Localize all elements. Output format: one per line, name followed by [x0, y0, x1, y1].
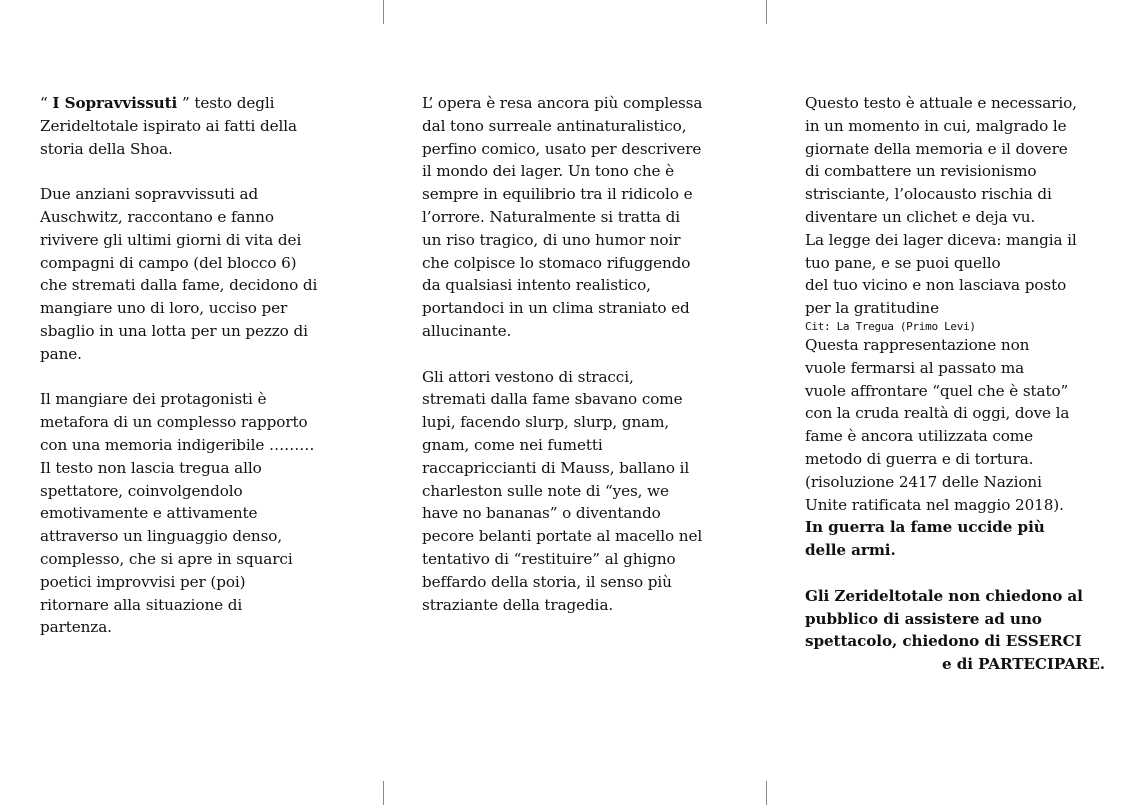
- present-line: (risoluzione 2417 delle Nazioni: [805, 472, 1042, 491]
- closing-line: Gli Zerideltotale non chiedono al: [805, 586, 1083, 605]
- show-title: I Sopravvissuti: [52, 94, 178, 112]
- metaphor-line: con una memoria indigeribile ………: [40, 435, 315, 454]
- fold-mark-bottom-left: [383, 781, 384, 805]
- present-line: Unite ratificata nel maggio 2018).: [805, 495, 1064, 514]
- present-line: vuole affrontare “quel che è stato”: [805, 381, 1069, 400]
- actors-line: raccapriccianti di Mauss, ballano il: [422, 458, 690, 477]
- relevance-line: in un momento in cui, malgrado le: [805, 116, 1067, 135]
- bold-statement-line: delle armi.: [805, 541, 896, 560]
- actors-line: pecore belanti portate al macello nel: [422, 527, 703, 546]
- tone-line: l’orrore. Naturalmente si tratta di: [422, 207, 680, 226]
- tone-line: il mondo dei lager. Un tono che è: [422, 162, 675, 181]
- metaphor-line: attraverso un linguaggio denso,: [40, 527, 283, 546]
- fold-mark-top-left: [383, 0, 384, 24]
- metaphor-line: spettatore, coinvolgendolo: [40, 481, 243, 500]
- metaphor-line: partenza.: [40, 618, 112, 637]
- fold-mark-top-right: [766, 0, 767, 24]
- actors-line: beffardo della storia, il senso più: [422, 572, 672, 591]
- tone-line: un riso tragico, di uno humor noir: [422, 230, 681, 249]
- present-line: vuole fermarsi al passato ma: [805, 358, 1025, 377]
- intro-line: Zerideltotale ispirato ai fatti della: [40, 116, 298, 135]
- plot-line: compagni di campo (del blocco 6): [40, 253, 297, 272]
- actors-line: straziante della tragedia.: [422, 595, 614, 614]
- plot-line: Due anziani sopravvissuti ad: [40, 185, 259, 204]
- plot-line: che stremati dalla fame, decidono di: [40, 276, 318, 295]
- bold-statement-line: In guerra la fame uccide più: [805, 518, 1045, 537]
- closing-line-final: e di PARTECIPARE.: [941, 655, 1105, 674]
- actors-line: tentativo di “restituire” al ghigno: [422, 549, 676, 568]
- metaphor-line: emotivamente e attivamente: [40, 504, 258, 523]
- actors-line: charleston sulle note di “yes, we: [422, 481, 669, 500]
- plot-line: rivivere gli ultimi giorni di vita dei: [40, 230, 302, 249]
- quote-line: tuo pane, e se puoi quello: [805, 253, 1001, 272]
- metaphor-line: Il testo non lascia tregua allo: [40, 458, 262, 477]
- quote-line: del tuo vicino e non lasciava posto: [805, 276, 1067, 295]
- column-left: [40, 92, 370, 639]
- relevance-line: giornate della memoria e il dovere: [805, 139, 1068, 158]
- tone-line: dal tono surreale antinaturalistico,: [422, 116, 687, 135]
- plot-line: sbaglio in una lotta per un pezzo di: [40, 321, 308, 340]
- present-line: con la cruda realtà di oggi, dove la: [805, 404, 1070, 423]
- relevance-line: di combattere un revisionismo: [805, 162, 1037, 181]
- relevance-line: Questo testo è attuale e necessario,: [805, 94, 1077, 112]
- relevance-line: diventare un clichet e deja vu.: [805, 207, 1036, 226]
- tone-line: che colpisce lo stomaco rifuggendo: [422, 253, 691, 272]
- column-center: [422, 92, 752, 616]
- fold-mark-bottom-right: [766, 781, 767, 805]
- quote-line: La legge dei lager diceva: mangia il: [805, 230, 1077, 249]
- actors-line: have no bananas” o diventando: [422, 504, 661, 523]
- metaphor-line: complesso, che si apre in squarci: [40, 549, 293, 568]
- tone-line: allucinante.: [422, 321, 512, 340]
- tone-line: L’ opera è resa ancora più complessa: [422, 94, 703, 112]
- metaphor-line: Il mangiare dei protagonisti è: [40, 390, 267, 409]
- tone-line: perfino comico, usato per descrivere: [422, 139, 702, 158]
- tone-line: sempre in equilibrio tra il ridicolo e: [422, 185, 693, 204]
- actors-line: gnam, come nei fumetti: [422, 435, 603, 454]
- tone-line: da qualsiasi intento realistico,: [422, 276, 651, 295]
- metaphor-line: poetici improvvisi per (poi): [40, 572, 246, 591]
- plot-line: mangiare uno di loro, ucciso per: [40, 299, 288, 318]
- actors-line: Gli attori vestono di stracci,: [422, 367, 634, 386]
- metaphor-line: metafora di un complesso rapporto: [40, 413, 308, 432]
- actors-line: stremati dalla fame sbavano come: [422, 390, 683, 409]
- title-line: “ I Sopravvissuti ” testo degli: [40, 94, 275, 112]
- present-line: Questa rappresentazione non: [805, 335, 1030, 354]
- intro-line: storia della Shoa.: [40, 139, 173, 158]
- tone-line: portandoci in un clima straniato ed: [422, 299, 690, 318]
- relevance-line: strisciante, l’olocausto rischia di: [805, 185, 1052, 204]
- column-right: [805, 92, 1105, 676]
- metaphor-line: ritornare alla situazione di: [40, 595, 243, 614]
- present-line: fame è ancora utilizzata come: [805, 427, 1033, 446]
- plot-line: Auschwitz, raccontano e fanno: [40, 207, 274, 226]
- plot-line: pane.: [40, 344, 82, 363]
- quote-line: per la gratitudine: [805, 299, 939, 318]
- quote-citation: Cit: La Tregua (Primo Levi): [805, 319, 976, 333]
- closing-line: pubblico di assistere ad uno: [805, 609, 1042, 628]
- present-line: metodo di guerra e di tortura.: [805, 449, 1034, 468]
- closing-line: spettacolo, chiedono di ESSERCI: [805, 632, 1082, 651]
- actors-line: lupi, facendo slurp, slurp, gnam,: [422, 413, 670, 432]
